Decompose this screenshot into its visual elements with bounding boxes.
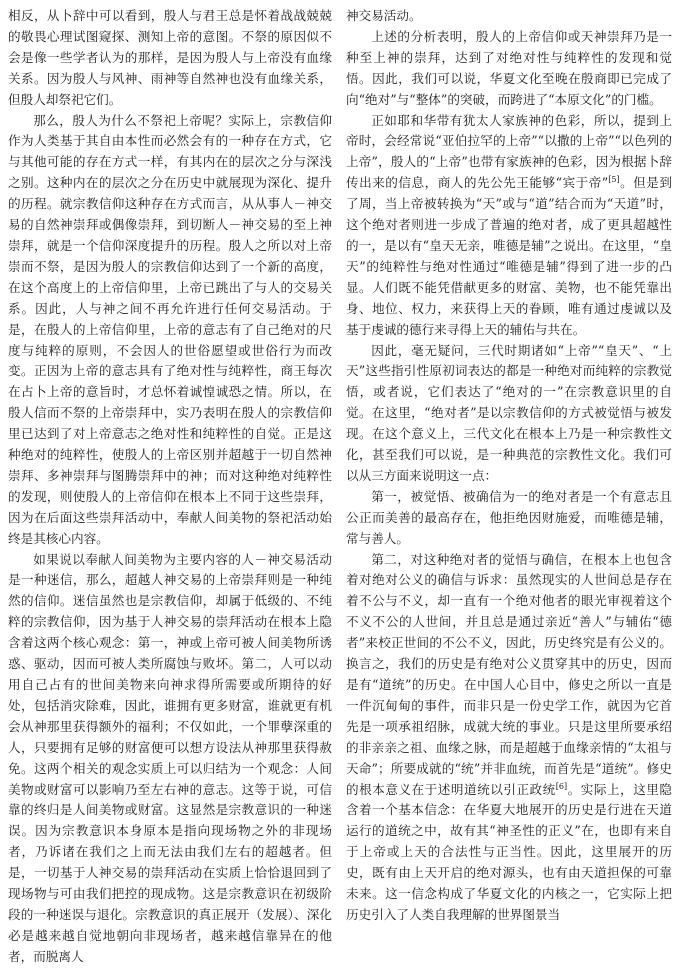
paragraph-text: 。但是到了周，当上帝被转换为“天”或与“道”结合而为“天道”时，这个绝对者则进一步成了普遍的绝对者，成了更具超越性的一，是以有“皇天无亲，唯德是辅”之说出。在这里，“皇天”的纯粹性与绝对性通过“唯德是辅”得到了进一步的凸显。人们既不能凭借献更多的财富、美物，也不能凭靠出身、地位、权力，来获得上天的眷顾，唯有通过虔诚以及基于虔诚的德行来寻得上天的辅佑与共在。 <box>346 175 672 337</box>
paragraph-text: 。实际上，这里隐含着一个基本信念：在华夏大地展开的历史是行进在天道运行的道统之中，故有其“神圣性的正义”在，也即有来自于上帝或上天的合法性与正当性。因此，这里展开的历史，既有由上天开启的绝对源头，也有由天道担保的可靠未来。这一信念构成了华夏文化的内核之一，它实际上把历史引入了人类自我理解的世界图景当 <box>346 781 673 922</box>
footnote-ref[interactable]: [6] <box>555 781 568 791</box>
paragraph: 第一，被觉悟、被确信为一的绝对者是一个有意志且公正而美善的最高存在，他拒绝因财施爱，而唯德是辅，常与善人。 <box>346 488 672 546</box>
paragraph: 上述的分析表明，殷人的上帝信仰或天神崇拜乃是一种至上神的崇拜，达到了对绝对性与纯粹性的发现和觉悟。因此，我们可以说，华夏文化至晚在殷商即已完成了向“绝对”与“整体”的突破，而跨进了“本原文化”的门槛。 <box>346 28 672 107</box>
paragraph <box>346 111 672 341</box>
paragraph: 相反，从卜辞中可以看到，殷人与君王总是怀着战战兢兢的敬畏心理试图窥探、测知上帝的意图。不祭的原因似不会是像一些学者认为的那样，是因为殷人与上帝没有血缘关系。因为殷人与风神、雨神等自然神也没有血缘关系，但殷人却祭祀它们。 <box>8 8 332 107</box>
paragraph: 神交易活动。 <box>346 8 422 23</box>
paragraph <box>346 550 672 926</box>
left-column <box>8 6 332 964</box>
footnote-ref[interactable]: [5] <box>608 175 620 185</box>
paragraph-text: 第二，对这种绝对者的觉悟与确信，在根本上也包含着对绝对公义的确信与诉求：虽然现实的人世间总是存在着不公与不义，却一直有一个绝对他者的眼光审视着这个不义不公的人世间，并且总是通过亲近“善人”与辅佑“德者”来校正世间的不公不义，因此，历史终究是有公义的。换言之，我们的历史是有绝对公义贯穿其中的历史，因而是有“道统”的历史。在中国人心目中，修史之所以一直是一件沉甸甸的事件，而非只是一份史学工作，就因为它首先是一项承祖绍脉，成就大统的事业。只是这里所要承绍的非亲亲之祖、血缘之脉，而是超越于血缘亲情的“太祖与天命”；所要成就的“统”并非血统，而首先是“道统”。修史的根本意义在于述明道统以引正政统 <box>346 551 672 797</box>
paragraph-text: 正如耶和华带有犹太人家族神的色彩，所以，提到上帝时，会经常说“亚伯拉罕的上帝”“以撒的上帝”“以色列的上帝”，殷人的“上帝”也带有家族神的色彩，因为根据卜辞传出来的信息，商人的先公先王能够“宾于帝” <box>346 112 672 191</box>
paragraph: 那么，殷人为什么不祭祀上帝呢？实际上，宗教信仰作为人类基于其自由本性而必然会有的一种存在方式，它与其他可能的存在方式一样，有其内在的层次之分与深浅之别。这种内在的层次之分在历史中就展现为深化、提升的历程。就宗教信仰这种存在方式而言，从从事人－神交易的自然神崇拜或偶像崇拜，到切断人－神交易的至上神崇拜，就是一个信仰深度提升的历程。殷人之所以对上帝崇而不祭，是因为殷人的宗教信仰达到了一个新的高度，在这个高度上的上帝信仰里，上帝已跳出了与人的交易关系。因此，人与神之间不再允许进行任何交易活动。于是，在殷人的上帝信仰里，上帝的意志有了自己绝对的尺度与纯粹的原则，不会因人的世俗愿望或世俗行为而改变。正因为上帝的意志具有了绝对性与纯粹性，商王每次在占卜上帝的意旨时，才总怀着诚惶诚恐之情。所以，在殷人信而不祭的上帝崇拜中，实乃表明在殷人的宗教信仰里已达到了对上帝意志之绝对性和纯粹性的自觉。正是这种绝对的纯粹性，使殷人的上帝区别并超越于一切自然神崇拜、多神崇拜与图腾崇拜中的神；而对这种绝对纯粹性的发现，则使殷人的上帝信仰在根本上不同于这些崇拜，因为在后面这些崇拜活动中，奉献人间美物的祭祀活动始终是其核心内容。 <box>8 112 332 546</box>
right-column <box>346 6 673 922</box>
paragraph: 如果说以奉献人间美物为主要内容的人－神交易活动是一种迷信，那么，超越人神交易的上帝崇拜则是一种纯然的信仰。迷信虽然也是宗教信仰，却属于低级的、不纯粹的宗教信仰，因为基于人神交易的崇拜活动在根本上隐含着这两个核心观念：第一，神或上帝可被人间美物所诱惑、驱动，因而可被人类所腐蚀与败坏。第二，人可以动用自己占有的世间美物来向神求得所需要或所期待的好处，包括消灾除难，因此，谁拥有更多财富，谁就更有机会从神那里获得额外的福利；不仅如此，一个罪孽深重的人，只要拥有足够的财富便可以想方设法从神那里获得赦免。这两个相关的观念实质上可以归结为一个观念：人间美物或财富可以影响乃至左右神的意志。这等于说，可信靠的终归是人间美物或财富。这显然是宗教意识的一种迷误。因为宗教意识本身原本是指向现场物之外的非现场者，乃诉诸在我们之上而无法由我们左右的超越者。但是，一切基于人神交易的崇拜活动在实质上恰恰退回到了现场物与可由我们把控的现成物。这是宗教意识在初级阶段的一种迷误与退化。宗教意识的真正展开（发展）、深化必是越来越自觉地朝向非现场者，越来越信靠异在的他者，而脱离人 <box>8 551 332 964</box>
paragraph: 因此，毫无疑问，三代时期诸如“上帝”“皇天”、“上天”这些指引性原初词表达的都是一种绝对而纯粹的宗教觉悟，或者说，它们表达了“绝对的一”在宗教意识里的自觉。在这里，“绝对者”是以宗教信仰的方式被觉悟与被发现。在这个意义上，三代文化在根本上乃是一种宗教性文化，甚至我们可以说，是一种典范的宗教性文化。我们可以从三方面来说明这一点： <box>346 342 672 483</box>
